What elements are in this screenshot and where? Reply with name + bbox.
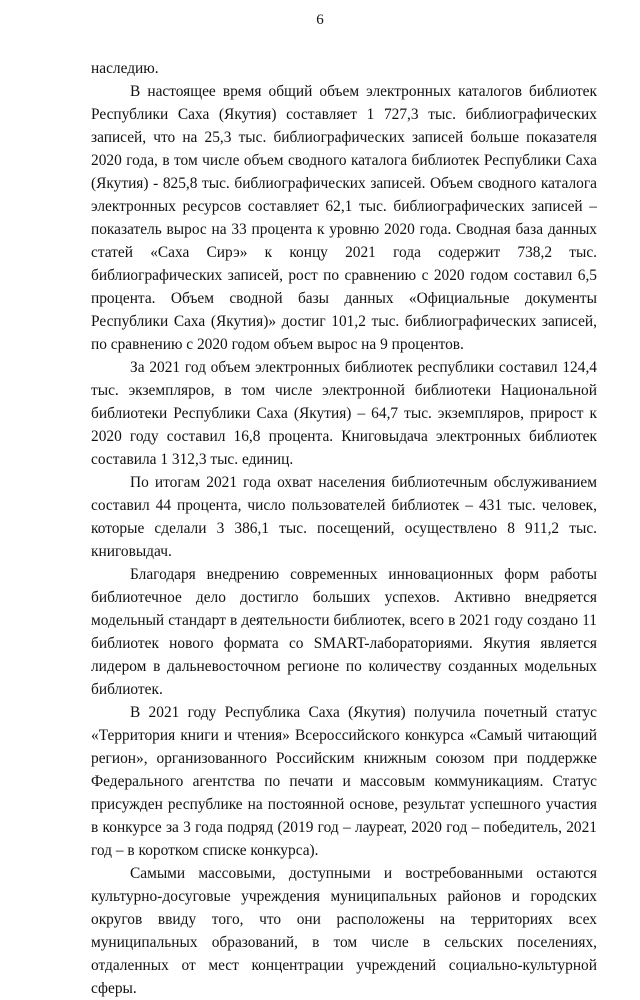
paragraph-electronic-catalogs: В настоящее время общий объем электронных каталогов библиотек Республики Саха (Якутия) составляет 1 727,3 тыс. библиографических записей, что на 25,3 тыс. библиографических записей больше показателя 2020 года, в том числе объем сводного каталога библиотек Республики Саха (Якутия) - 825,8 тыс. библиографических записей. Объем сводного каталога электронных ресурсов составляет 62,1 тыс. библиографических записей – показатель вырос на 33 процента к уровню 2020 года. Сводная база данных статей «Саха Сирэ» к концу 2021 года содержит 738,2 тыс. библиографических записей, рост по сравнению с 2020 годом составил 6,5 процента. Объем сводной базы данных «Официальные документы Республики Саха (Якутия)» достиг 101,2 тыс. библиографических записей, по сравнению с 2020 годом объем вырос на 9 процентов. — [91, 83, 597, 353]
paragraph-electronic-libraries: За 2021 год объем электронных библиотек республики составил 124,4 тыс. экземпляров, в том числе электронной библиотеки Национальной библиотеки Республики Саха (Якутия) – 64,7 тыс. экземпляров, прирост к 2020 году составил 16,8 процента. Книговыдача электронных библиотек составила 1 312,3 тыс. единиц. — [91, 359, 597, 468]
paragraph-continuation: наследию. — [91, 60, 159, 77]
paragraph-innovative-forms: Благодаря внедрению современных инновационных форм работы библиотечное дело достигло больших успехов. Активно внедряется модельный стандарт в деятельности библиотек, всего в 2021 году создано 11 библиотек нового формата со SMART-лабораториями. Якутия является лидером в дальневосточном регионе по количеству созданных модельных библиотек. — [91, 566, 597, 698]
page-number: 6 — [316, 12, 324, 28]
document-body — [91, 57, 597, 1000]
paragraph-population-coverage: По итогам 2021 года охват населения библиотечным обслуживанием составил 44 процента, число пользователей библиотек – 431 тыс. человек, которые сделали 3 386,1 тыс. посещений, осуществлено 8 911,2 тыс. книговыдач. — [91, 474, 597, 560]
paragraph-reading-territory: В 2021 году Республика Саха (Якутия) получила почетный статус «Территория книги и чтения» Всероссийского конкурса «Самый читающий регион», организованного Российским книжным союзом при поддержке Федерального агентства по печати и массовым коммуникациям. Статус присужден республике на постоянной основе, результат успешного участия в конкурсе за 3 года подряд (2019 год – лауреат, 2020 год – победитель, 2021 год – в коротком списке конкурса). — [91, 704, 597, 859]
paragraph-cultural-institutions: Самыми массовыми, доступными и востребованными остаются культурно-досуговые учреждения муниципальных районов и городских округов ввиду того, что они расположены на территориях всех муниципальных образований, в том числе в сельских поселениях, отдаленных от мест концентрации учреждений социально-культурной сферы. — [91, 865, 597, 997]
